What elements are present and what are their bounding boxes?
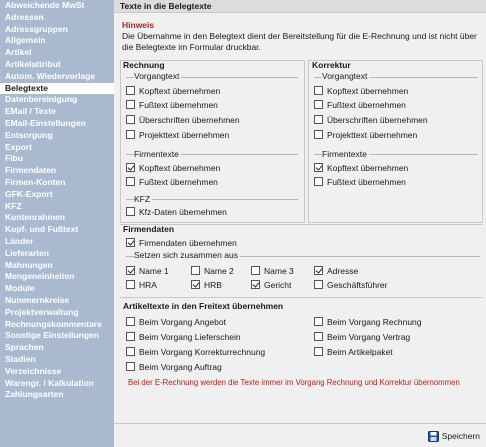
sidebar-item-laender[interactable]: Länder <box>5 235 34 246</box>
hra-checkbox[interactable] <box>126 279 157 290</box>
panel-title: Texte in die Belegtexte <box>114 0 486 13</box>
checkbox-label: Beim Vorgang Vertrag <box>327 331 411 342</box>
checkbox-box[interactable] <box>314 332 323 341</box>
vorgang-lieferschein-checkbox[interactable] <box>126 331 241 342</box>
checkbox-box[interactable] <box>314 266 323 275</box>
sidebar-item-sprachen[interactable]: Sprachen <box>5 342 44 353</box>
settings-content <box>114 13 486 423</box>
adresse-checkbox[interactable] <box>314 265 358 276</box>
rechnung-projekttext-checkbox[interactable] <box>126 129 229 140</box>
vorgang-auftrag-checkbox[interactable] <box>126 361 222 372</box>
checkbox-label: Kopftext übernehmen <box>139 162 221 173</box>
sidebar-item-artikelattribut[interactable]: Artikelattribut <box>5 58 61 69</box>
korrektur-vorgangtext-label: Vorgangtext <box>322 71 368 81</box>
checkbox-box[interactable] <box>126 362 135 371</box>
sidebar-item-kontenrahmen[interactable]: Kontenrahmen <box>5 212 65 223</box>
sidebar-item-fibu[interactable]: Fibu <box>5 153 23 164</box>
checkbox-box[interactable] <box>314 130 323 139</box>
checkbox-box[interactable] <box>314 163 323 172</box>
checkbox-label: Beim Vorgang Lieferschein <box>139 331 241 342</box>
name3-checkbox[interactable] <box>251 265 294 276</box>
hint-text: Die Übernahme in den Belegtext dient der Bereitstellung für die E-Rechnung und ist nicht über die Belegtexte im Formular druckbar. <box>122 31 477 52</box>
sidebar-item-allgemein[interactable]: Allgemein <box>5 35 46 46</box>
korrektur-title: Korrektur <box>312 60 351 70</box>
rechnung-firma-kopftext-checkbox[interactable] <box>126 162 220 173</box>
sidebar-item-autom-wiedervorlage[interactable]: Autom. Wiedervorlage <box>5 70 96 81</box>
checkbox-box[interactable] <box>191 280 200 289</box>
rechnung-vorgangtext-label: Vorgangtext <box>134 71 180 81</box>
checkbox-label: Fußtext übernehmen <box>139 99 218 110</box>
checkbox-label: Kfz-Daten übernehmen <box>139 206 227 217</box>
main-panel <box>114 0 486 447</box>
checkbox-box[interactable] <box>314 347 323 356</box>
floppy-disk-icon <box>428 431 439 442</box>
sidebar-item-projektverwaltung[interactable]: Projektverwaltung <box>5 306 79 317</box>
sidebar-item-rechnungskommentare[interactable]: Rechnungskommentare <box>5 318 102 329</box>
checkbox-box[interactable] <box>126 86 135 95</box>
checkbox-box[interactable] <box>126 115 135 124</box>
korrektur-firmentexte-label: Firmentexte <box>322 149 367 159</box>
sidebar-item-artikel[interactable]: Artikel <box>5 47 32 58</box>
sidebar-item-mahnungen[interactable]: Mahnungen <box>5 259 53 270</box>
sidebar-item-abweichende-mwst[interactable]: Abweichende MwSt <box>5 0 85 10</box>
sidebar-item-sonstige-einstellungen[interactable]: Sonstige Einstellungen <box>5 330 99 341</box>
sidebar-item-datenbereinigung[interactable]: Datenbereinigung <box>5 94 78 105</box>
firmendaten-divider <box>120 224 483 225</box>
name1-checkbox[interactable] <box>126 265 169 276</box>
checkbox-box[interactable] <box>126 163 135 172</box>
sidebar-item-adressen[interactable]: Adressen <box>5 11 44 22</box>
checkbox-box[interactable] <box>251 280 260 289</box>
sidebar-item-belegtexte[interactable]: Belegtexte <box>0 83 114 95</box>
vorgang-angebot-checkbox[interactable] <box>126 316 226 327</box>
checkbox-label: Name 2 <box>204 265 234 276</box>
sidebar-item-stadien[interactable]: Stadien <box>5 353 36 364</box>
sidebar-item-gfk-export[interactable]: GFK-Export <box>5 188 53 199</box>
checkbox-box[interactable] <box>126 177 135 186</box>
checkbox-box[interactable] <box>126 347 135 356</box>
checkbox-label: Kopftext übernehmen <box>327 162 409 173</box>
vorgang-korrekturrechnung-checkbox[interactable] <box>126 346 265 357</box>
checkbox-box[interactable] <box>126 317 135 326</box>
checkbox-label: Fußtext übernehmen <box>327 99 406 110</box>
sidebar-item-email-einstellungen[interactable]: EMail-Einstellungen <box>5 117 86 128</box>
sidebar-item-mengeneinheiten[interactable]: Mengeneinheiten <box>5 271 75 282</box>
sidebar-item-warengr-kalkulation[interactable]: Warengr. / Kalkulation <box>5 377 94 388</box>
checkbox-label: Projekttext übernehmen <box>327 129 418 140</box>
checkbox-label: Name 1 <box>139 265 169 276</box>
korrektur-firma-fusstext-checkbox[interactable] <box>314 176 406 187</box>
checkbox-label: HRA <box>139 279 157 290</box>
sidebar-item-zahlungsarten[interactable]: Zahlungsarten <box>5 389 64 400</box>
gericht-checkbox[interactable] <box>251 279 291 290</box>
checkbox-box[interactable] <box>314 177 323 186</box>
hrb-checkbox[interactable] <box>191 279 222 290</box>
artikeltexte-divider <box>120 297 483 298</box>
checkbox-box[interactable] <box>126 332 135 341</box>
rechnung-firma-fusstext-checkbox[interactable] <box>126 176 218 187</box>
checkbox-label: Beim Vorgang Korrekturrechnung <box>139 346 266 357</box>
checkbox-box[interactable] <box>314 100 323 109</box>
checkbox-label: Name 3 <box>264 265 294 276</box>
rechnung-title: Rechnung <box>123 60 165 70</box>
checkbox-label: Projekttext übernehmen <box>139 129 230 140</box>
checkbox-label: Beim Artikelpaket <box>327 346 393 357</box>
hint-title: Hinweis <box>122 20 155 30</box>
korrektur-kopftext-checkbox[interactable] <box>314 85 408 96</box>
sidebar-item-export[interactable]: Export <box>5 141 32 152</box>
korrektur-firma-kopftext-checkbox[interactable] <box>314 162 408 173</box>
sidebar-item-kopf-und-fusstext[interactable]: Kopf- und Fußtext <box>5 224 79 235</box>
checkbox-label: Beim Vorgang Angebot <box>139 316 226 327</box>
checkbox-label: Kopftext übernehmen <box>327 85 409 96</box>
sidebar-item-adressgruppen[interactable]: Adressgruppen <box>5 23 68 34</box>
e-rechnung-warning: Bei der E-Rechnung werden die Texte immer im Vorgang Rechnung und Korrektur übernommen <box>128 378 460 387</box>
sidebar-item-firmendaten[interactable]: Firmendaten <box>5 165 57 176</box>
sidebar-item-verzeichnisse[interactable]: Verzeichnisse <box>5 365 62 376</box>
sidebar-item-kfz[interactable]: KFZ <box>5 200 22 211</box>
sidebar-nav <box>0 0 114 447</box>
checkbox-box[interactable] <box>126 238 135 247</box>
checkbox-box[interactable] <box>191 266 200 275</box>
checkbox-box[interactable] <box>126 266 135 275</box>
checkbox-box[interactable] <box>314 317 323 326</box>
vorgang-vertrag-checkbox[interactable] <box>314 331 410 342</box>
firmendaten-title: Firmendaten <box>123 224 175 234</box>
firmendaten-uebernehmen-checkbox[interactable] <box>126 237 237 248</box>
checkbox-label: Adresse <box>327 265 359 276</box>
sidebar-item-email-texte[interactable]: EMail / Texte <box>5 106 56 117</box>
checkbox-box[interactable] <box>126 130 135 139</box>
checkbox-box[interactable] <box>314 280 323 289</box>
checkbox-box[interactable] <box>126 100 135 109</box>
checkbox-label: Beim Vorgang Auftrag <box>139 361 222 372</box>
name2-checkbox[interactable] <box>191 265 234 276</box>
checkbox-label: Fußtext übernehmen <box>139 176 218 187</box>
sidebar-item-entsorgung[interactable]: Entsorgung <box>5 129 53 140</box>
rechnung-kfz-daten-checkbox[interactable] <box>126 206 227 217</box>
artikeltexte-title: Artikeltexte in den Freitext übernehmen <box>123 301 284 311</box>
sidebar-item-module[interactable]: Module <box>5 283 35 294</box>
rechnung-kfz-label: KFZ <box>134 194 151 204</box>
rechnung-fusstext-checkbox[interactable] <box>126 99 218 110</box>
checkbox-label: Firmendaten übernehmen <box>139 237 237 248</box>
checkbox-box[interactable] <box>251 266 260 275</box>
rechnung-kopftext-checkbox[interactable] <box>126 85 220 96</box>
save-button-label: Speichern <box>441 431 480 441</box>
korrektur-projekttext-checkbox[interactable] <box>314 129 417 140</box>
checkbox-label: Gericht <box>264 279 292 290</box>
checkbox-label: Überschriften übernehmen <box>139 114 240 125</box>
checkbox-box[interactable] <box>314 86 323 95</box>
checkbox-label: HRB <box>204 279 222 290</box>
checkbox-label: Kopftext übernehmen <box>139 85 221 96</box>
save-button[interactable] <box>428 428 480 444</box>
korrektur-ueberschriften-checkbox[interactable] <box>314 114 428 125</box>
rechnung-ueberschriften-checkbox[interactable] <box>126 114 240 125</box>
korrektur-fusstext-checkbox[interactable] <box>314 99 406 110</box>
rechnung-firmentexte-label: Firmentexte <box>134 149 179 159</box>
checkbox-label: Geschäftsführer <box>327 279 388 290</box>
sidebar-item-lieferarten[interactable]: Lieferarten <box>5 247 49 258</box>
checkbox-box[interactable] <box>126 280 135 289</box>
firmendaten-zusammen-label: Setzen sich zusammen aus <box>134 250 238 260</box>
sidebar-item-nummernkreise[interactable]: Nummernkreise <box>5 294 70 305</box>
checkbox-box[interactable] <box>314 115 323 124</box>
checkbox-box[interactable] <box>126 207 135 216</box>
footer-bar <box>114 423 486 447</box>
artikelpaket-checkbox[interactable] <box>314 346 393 357</box>
sidebar-item-firmen-konten[interactable]: Firmen-Konten <box>5 176 66 187</box>
geschaeftsfuehrer-checkbox[interactable] <box>314 279 387 290</box>
checkbox-label: Beim Vorgang Rechnung <box>327 316 422 327</box>
vorgang-rechnung-checkbox[interactable] <box>314 316 422 327</box>
checkbox-label: Fußtext übernehmen <box>327 176 406 187</box>
checkbox-label: Überschriften übernehmen <box>327 114 428 125</box>
